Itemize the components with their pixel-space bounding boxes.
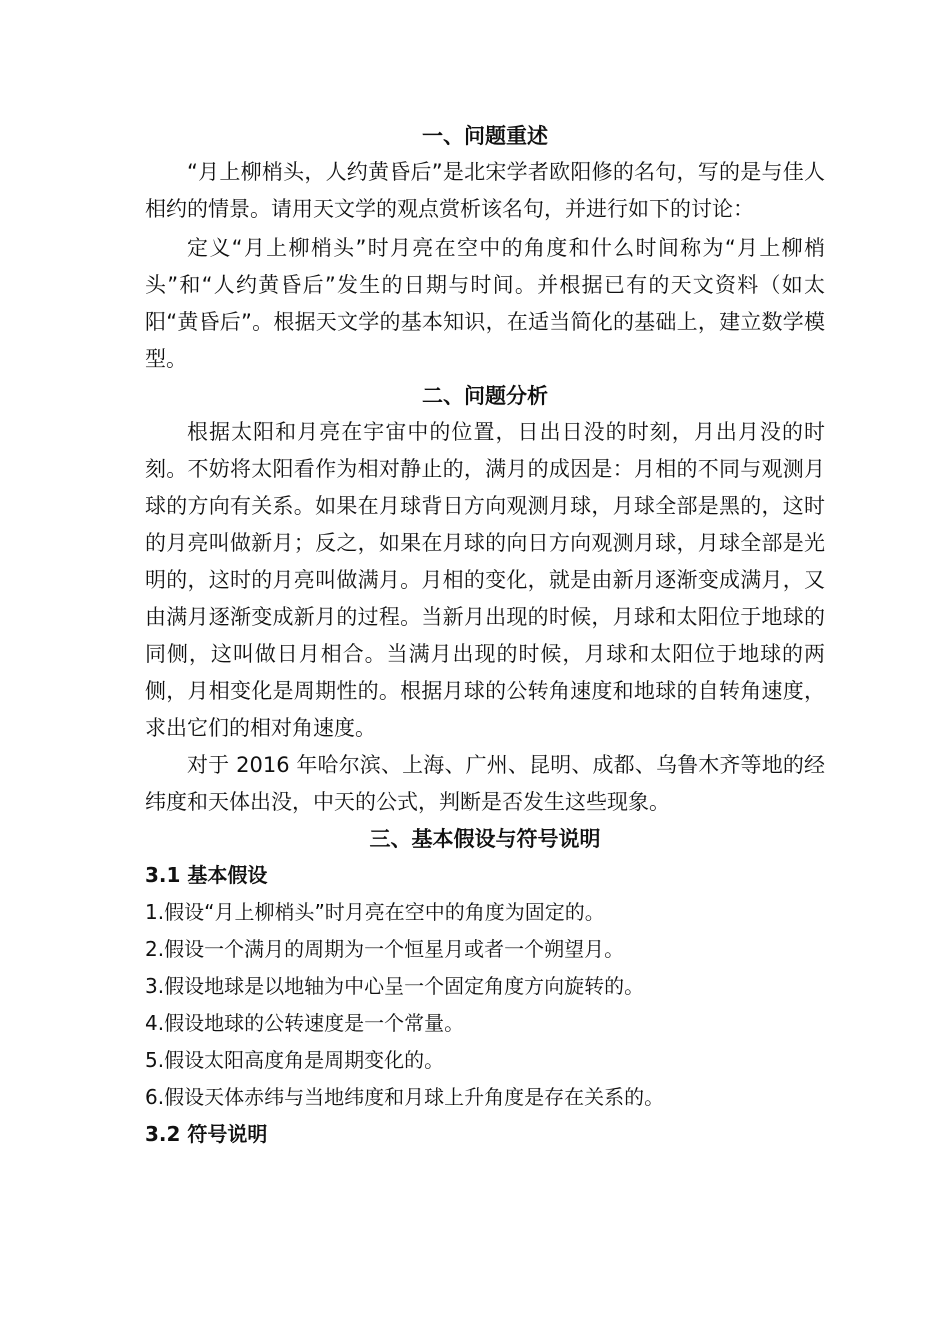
section-2-heading: 二、问题分析 bbox=[422, 384, 548, 408]
subsection-3-1-heading: 3.1 基本假设 bbox=[145, 863, 268, 887]
assumption-item: 2.假设一个满月的周期为一个恒星月或者一个朔望月。 bbox=[145, 937, 625, 961]
section-2-paragraph-2: 对于 2016 年哈尔滨、上海、广州、昆明、成都、乌鲁木齐等地的经纬度和天体出没，中天的公式，判断是否发生这些现象。 bbox=[145, 753, 825, 814]
assumption-item: 6.假设天体赤纬与当地纬度和月球上升角度是存在关系的。 bbox=[145, 1085, 665, 1109]
section-2-paragraph-1: 根据太阳和月亮在宇宙中的位置，日出日没的时刻，月出月没的时刻。不妨将太阳看作为相对静止的，满月的成因是：月相的不同与观测月球的方向有关系。如果在月球背日方向观测月球，月球全部是黑的，这时的月亮叫做新月；反之，如果在月球的向日方向观测月球，月球全部是光明的，这时的月亮叫做满月。月相的变化，就是由新月逐渐变成满月，又由满月逐渐变成新月的过程。当新月出现的时候，月球和太阳位于地球的同侧，这叫做日月相合。当满月出现的时候，月球和太阳位于地球的两侧，月相变化是周期性的。根据月球的公转角速度和地球的自转角速度，求出它们的相对角速度。 bbox=[145, 420, 825, 740]
assumption-item: 5.假设太阳高度角是周期变化的。 bbox=[145, 1048, 445, 1072]
document-page bbox=[145, 118, 825, 1298]
assumption-item: 1.假设“月上柳梢头”时月亮在空中的角度为固定的。 bbox=[145, 900, 605, 924]
section-3-heading: 三、基本假设与符号说明 bbox=[369, 827, 601, 851]
subsection-3-2-heading: 3.2 符号说明 bbox=[145, 1122, 268, 1146]
assumption-item: 3.假设地球是以地轴为中心呈一个固定角度方向旋转的。 bbox=[145, 974, 645, 998]
section-1-heading: 一、问题重述 bbox=[422, 124, 548, 148]
section-1-paragraph-2: 定义“月上柳梢头”时月亮在空中的角度和什么时间称为“月上柳梢头”和“人约黄昏后”发生的日期与时间。并根据已有的天文资料（如太阳“黄昏后”。根据天文学的基本知识，在适当简化的基础上，建立数学模型。 bbox=[145, 236, 825, 371]
assumption-item: 4.假设地球的公转速度是一个常量。 bbox=[145, 1011, 465, 1035]
section-1-paragraph-1: “月上柳梢头，人约黄昏后”是北宋学者欧阳修的名句，写的是与佳人相约的情景。请用天文学的观点赏析该名句，并进行如下的讨论： bbox=[145, 160, 825, 221]
section-3 bbox=[145, 821, 825, 1153]
